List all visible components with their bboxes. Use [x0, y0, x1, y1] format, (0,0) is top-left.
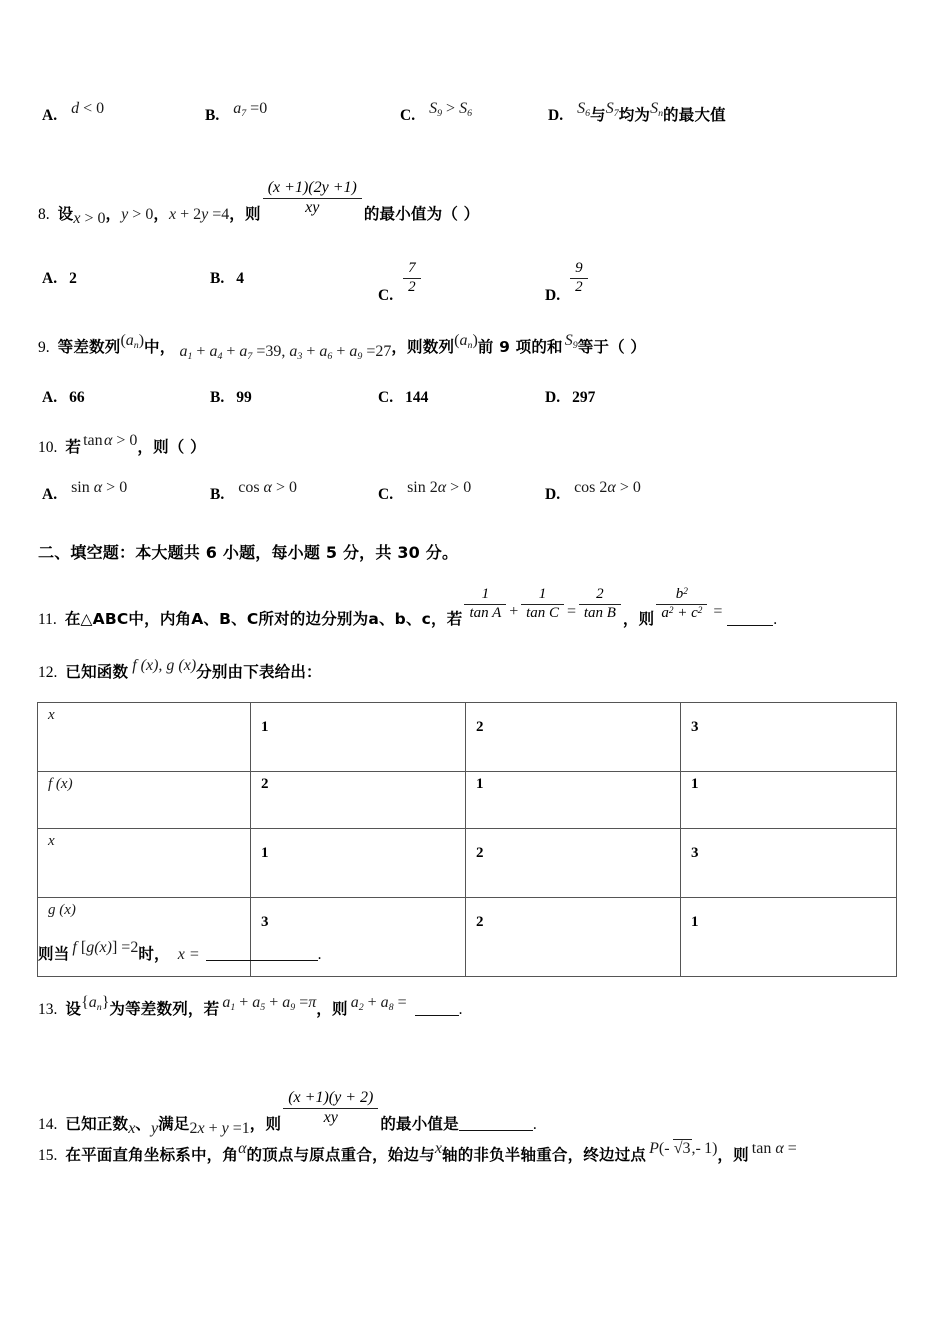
q11-plus: +: [508, 603, 520, 620]
q13-mid: 为等差数列，若: [109, 1000, 220, 1018]
q15-axis-x: x: [434, 1140, 442, 1157]
q8-option-d-num: 9: [570, 261, 588, 279]
q9-option-d: [545, 390, 595, 406]
q12-number: 12.: [38, 664, 58, 681]
q12-after-cond: f [g(x)] =2: [72, 939, 139, 956]
q14-answer-blank[interactable]: [459, 1130, 533, 1131]
q10-cond: tan α > 0: [83, 432, 138, 449]
q8-fraction: [263, 180, 362, 217]
q14-ze: 则: [265, 1115, 282, 1133]
q14-fraction: [283, 1090, 378, 1127]
q10-option-d: [545, 479, 641, 503]
q9-option-c-letter: C.: [378, 389, 394, 406]
q15-number: 15.: [38, 1147, 58, 1164]
q8-comma2: ，: [153, 205, 170, 223]
q14-cond: 2x + y =1: [189, 1120, 250, 1137]
q15-text-b: 的顶点与原点重合，始边与: [246, 1146, 435, 1164]
q8-option-c-den: 2: [408, 278, 416, 295]
q11-number: 11.: [38, 611, 57, 628]
q13-period: .: [458, 1001, 463, 1018]
q11-f4-den: $a^2 + c^2$: [661, 604, 703, 621]
q13-expr: $a_2 + a_8$ =: [350, 994, 407, 1013]
q12-after-x: x =: [177, 946, 200, 963]
table-cell: 2: [251, 772, 466, 829]
q7-option-d-mid: 与: [590, 106, 606, 124]
q7-option-c-text: $S_9 > S_6$: [429, 100, 473, 119]
q7-option-d-s6: $S_6$: [577, 100, 591, 119]
q11-f2-num: 1: [521, 587, 564, 605]
q11-f1-num: 1: [464, 587, 506, 605]
table-cell: 3: [251, 898, 466, 977]
q7-option-b-letter: B.: [205, 107, 220, 124]
q10-number: 10.: [38, 439, 58, 456]
q7-option-a-letter: A.: [42, 107, 58, 124]
q9-option-d-letter: D.: [545, 389, 561, 406]
table-cell: 1: [466, 772, 681, 829]
q9-option-c-text: 144: [405, 389, 429, 406]
q10-option-c-text: sin 2α > 0: [407, 479, 472, 496]
q8-option-b: [210, 271, 244, 287]
function-value-table: [37, 702, 897, 977]
q11-f3-den: tan B: [583, 604, 616, 621]
q9-number: 9.: [38, 339, 50, 356]
q7-option-c: [400, 100, 473, 126]
q11-fraction-1: [464, 587, 506, 622]
q15-alpha: α: [238, 1140, 247, 1157]
q10-option-c-letter: C.: [378, 486, 394, 503]
q11-answer-blank[interactable]: [727, 625, 773, 626]
q7-option-b-text: $a_7 =0$: [233, 100, 268, 119]
q8-option-b-text: 4: [236, 270, 244, 287]
q7-option-b: [205, 100, 268, 126]
table-row: [38, 898, 897, 977]
q9-mid-2: ，则数列: [391, 338, 455, 356]
q8-option-a-text: 2: [69, 270, 77, 287]
q7-option-d-s7: $S_7$: [605, 100, 619, 119]
table-cell: 1: [681, 772, 897, 829]
q11-fraction-3: [579, 587, 621, 622]
q11-f3-num: 2: [579, 587, 621, 605]
q7-option-d: [548, 100, 726, 126]
q11-sides: a、b、c，: [368, 610, 447, 628]
q9-lead: 等差数列: [57, 338, 121, 356]
section-2-heading: 二、填空题：本大题共 6 小题，每小题 5 分，共 30 分。: [38, 543, 459, 562]
q11-f2-den: tan C: [526, 604, 560, 621]
q7-option-a-text: d < 0: [71, 100, 105, 117]
table-row-label: g (x): [38, 898, 251, 977]
q13-seq: $\{a_n\}$: [81, 994, 110, 1013]
q8-tail: 的最小值为（ ）: [363, 205, 480, 223]
q8-option-d-letter: D.: [545, 287, 561, 304]
q10-option-c: [378, 479, 472, 503]
table-row-label: f (x): [38, 772, 251, 829]
q12-period: .: [317, 946, 322, 963]
q11-f1-den: tan A: [469, 604, 502, 621]
q14-stem: [38, 1089, 537, 1137]
q11-equals: =: [566, 603, 577, 620]
q13-answer-blank[interactable]: [415, 1015, 459, 1016]
q8-option-d-den: 2: [575, 278, 583, 295]
q11-eq2: =: [712, 603, 724, 620]
q8-option-c-fraction: [403, 261, 421, 296]
q8-fraction-denominator: xy: [305, 198, 320, 216]
q13-number: 13.: [38, 1001, 58, 1018]
q9-seq-1: $(a_n)$: [120, 332, 145, 351]
q9-mid-1: 中，: [144, 338, 176, 356]
q12-answer-blank[interactable]: [206, 960, 318, 961]
q8-option-a: [42, 271, 77, 287]
table-cell: 2: [466, 829, 681, 898]
q10-stem: [38, 432, 206, 456]
q8-option-d: [545, 260, 590, 306]
table-row-label: x: [38, 703, 251, 772]
q13-cond: $a_1 + a_5 + a_9 =\pi$: [222, 994, 317, 1013]
q12-tail: 分别由下表给出：: [196, 663, 322, 681]
q15-point: P(- √3,- 1): [649, 1140, 718, 1157]
q14-lead: 已知正数: [65, 1115, 129, 1133]
q8-number: 8.: [38, 206, 50, 223]
table-cell: 2: [466, 703, 681, 772]
q14-comma: ，: [249, 1115, 266, 1133]
q12-funcs: f (x), g (x): [132, 657, 197, 674]
q14-dun: 、: [135, 1115, 151, 1133]
q10-option-a-text: sin α > 0: [71, 479, 128, 496]
q7-option-d-mid2: 均为: [618, 106, 651, 124]
q13-comma: ，: [316, 1000, 332, 1018]
q8-comma3: ，: [229, 205, 245, 223]
q9-tail: 等于（ ）: [577, 338, 647, 356]
q11-fraction-4: [656, 587, 707, 622]
table-cell: 3: [681, 829, 897, 898]
q14-fraction-denominator: xy: [323, 1108, 338, 1126]
q8-option-c-num: 7: [403, 261, 421, 279]
q10-option-a-letter: A.: [42, 486, 58, 503]
q8-stem: [38, 179, 480, 227]
q13-lead: 设: [65, 1000, 82, 1018]
table-row-label: x: [38, 829, 251, 898]
table-row: [38, 772, 897, 829]
q13-ze: 则: [331, 1000, 348, 1018]
table-cell: 3: [681, 703, 897, 772]
q9-option-c: [378, 390, 428, 406]
q12-after-table: [38, 939, 322, 963]
q9-option-b: [210, 390, 252, 406]
q12-lead: 已知函数: [65, 663, 129, 681]
q9-option-d-text: 297: [572, 389, 596, 406]
q7-option-a: [42, 100, 105, 124]
q8-cond1: x > 0: [73, 210, 106, 227]
q14-period: .: [532, 1116, 537, 1133]
q9-option-b-text: 99: [236, 389, 252, 406]
q14-fraction-numerator: (x +1)(y + 2): [283, 1090, 378, 1109]
q9-equations: $a_1 + a_4 + a_7 =39$, $a_3 + a_6 + a_9 =27$: [179, 343, 392, 362]
q7-option-d-sn: $S_n$: [650, 100, 664, 119]
q11-fraction-2: [521, 587, 564, 622]
q8-cond3: x + 2y =4: [169, 206, 230, 223]
q15-expr: tan α =: [751, 1140, 797, 1157]
q10-option-d-letter: D.: [545, 486, 561, 503]
q11-f4-num: $b^2$: [656, 587, 707, 605]
table-cell: 1: [251, 829, 466, 898]
table-cell: 2: [466, 898, 681, 977]
q8-option-d-fraction: [570, 261, 588, 296]
q11-period: .: [773, 611, 778, 628]
q10-option-b: [210, 479, 297, 503]
q15-comma: ，: [717, 1146, 734, 1164]
q8-comma1: ，: [105, 205, 122, 223]
q8-then: 则: [245, 205, 261, 223]
q8-option-b-letter: B.: [210, 270, 225, 287]
q14-mid: 满足: [158, 1115, 190, 1133]
table-row: [38, 829, 897, 898]
q12-stem: [38, 657, 322, 681]
q8-option-c-letter: C.: [378, 287, 394, 304]
table-row: [38, 703, 897, 772]
q9-stem: [38, 332, 647, 362]
q9-sn: $S_9$: [564, 332, 578, 351]
q10-option-b-letter: B.: [210, 486, 225, 503]
q9-option-b-letter: B.: [210, 389, 225, 406]
q9-mid-3: 前 9 项的和: [477, 338, 563, 356]
q14-tail: 的最小值是: [380, 1115, 459, 1133]
q9-option-a-text: 66: [69, 389, 85, 406]
q14-y: y: [151, 1120, 159, 1137]
q12-after-mid: 时，: [138, 945, 170, 963]
q9-seq-2: $(a_n)$: [454, 332, 478, 351]
q11-stem: [38, 586, 778, 630]
q8-fraction-numerator: (x +1)(2y +1): [263, 180, 362, 199]
table-cell: 1: [251, 703, 466, 772]
q15-text-c: 轴的非负半轴重合，终边过点: [442, 1146, 647, 1164]
q8-option-c: [378, 260, 423, 306]
q7-option-d-letter: D.: [548, 107, 564, 124]
q13-stem: [38, 994, 463, 1020]
q8-option-a-letter: A.: [42, 270, 58, 287]
q9-option-a-letter: A.: [42, 389, 58, 406]
q12-after-lead: 则当: [38, 945, 70, 963]
q9-option-a: [42, 390, 85, 406]
q11-ze: 则: [638, 610, 655, 628]
q8-lead: 设: [57, 205, 74, 223]
q11-comma: ，: [622, 610, 639, 628]
q10-option-b-text: cos α > 0: [238, 479, 297, 496]
q10-tail: ，则（ ）: [137, 438, 206, 456]
q15-ze: 则: [733, 1146, 749, 1164]
q10-option-d-text: cos 2α > 0: [574, 479, 641, 496]
table-cell: 1: [681, 898, 897, 977]
q7-option-d-tail: 的最大值: [663, 106, 726, 124]
q11-text-a: 在△ABC中，内角A、B、C所对的边分别为: [64, 610, 369, 628]
q7-option-c-letter: C.: [400, 107, 416, 124]
q14-number: 14.: [38, 1116, 58, 1133]
q14-x: x: [128, 1120, 136, 1137]
q15-stem: [38, 1140, 797, 1164]
q11-ruo: 若: [446, 610, 463, 628]
q8-cond2: y > 0: [121, 206, 154, 223]
q10-option-a: [42, 479, 128, 503]
q15-text-a: 在平面直角坐标系中，角: [65, 1146, 239, 1164]
q10-lead: 若: [65, 438, 82, 456]
